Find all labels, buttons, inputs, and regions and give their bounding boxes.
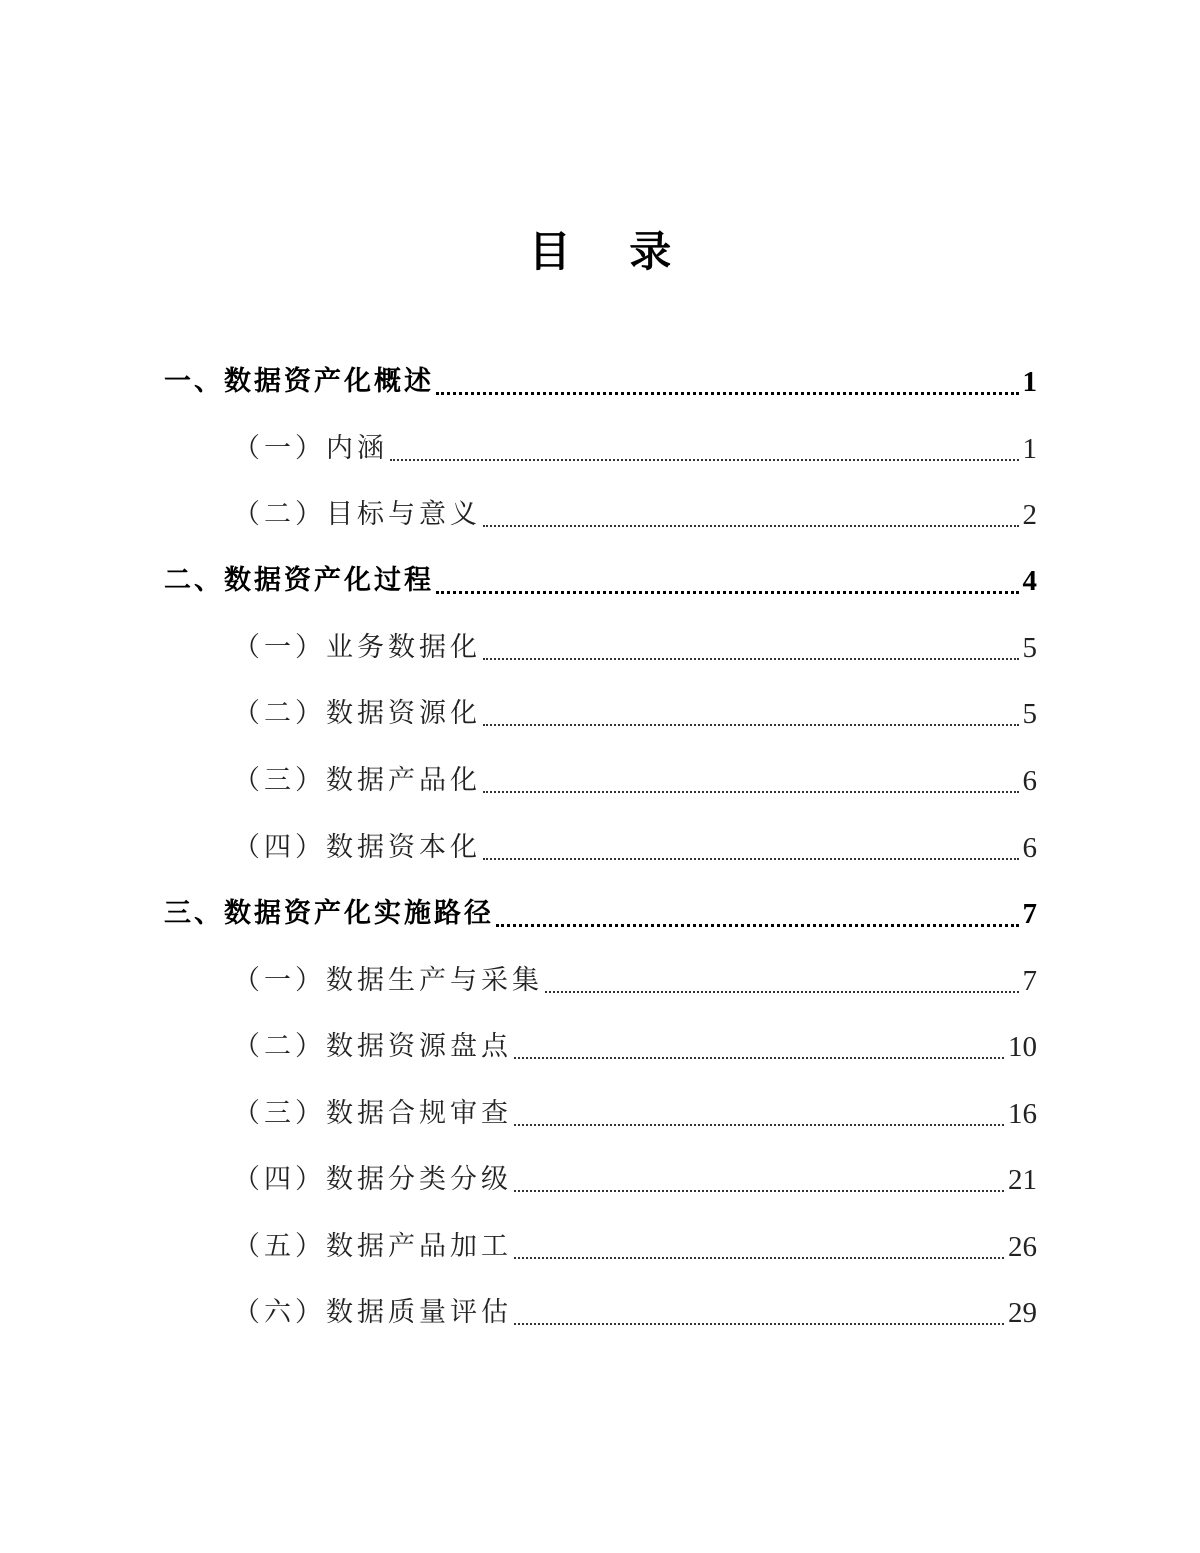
- toc-entry-page: 1: [1022, 433, 1037, 465]
- toc-entry-label: （三）数据合规审查: [233, 1098, 512, 1129]
- toc-entry-page: 26: [1008, 1231, 1037, 1263]
- toc-entry-page: 2: [1022, 499, 1037, 531]
- toc-entry-page: 5: [1022, 698, 1037, 730]
- toc-entry-page: 7: [1022, 965, 1037, 997]
- toc-entry-2-1[interactable]: [233, 626, 1037, 670]
- toc-entry-page: 4: [1022, 565, 1037, 597]
- toc-entry-2-3[interactable]: [233, 759, 1037, 803]
- toc-entry-label: （一）数据生产与采集: [233, 965, 543, 996]
- toc-entry-page: 1: [1022, 366, 1037, 398]
- toc-entry-label: 一、数据资产化概述: [164, 366, 434, 397]
- dot-leader: [436, 392, 1019, 395]
- toc-entry-2-4[interactable]: [233, 826, 1037, 870]
- toc-entry-1-2[interactable]: [233, 493, 1037, 537]
- dot-leader: [514, 1257, 1004, 1259]
- toc-entry-label: （二）数据资源盘点: [233, 1031, 512, 1062]
- toc-entry-label: （四）数据资本化: [233, 832, 481, 863]
- toc-entry-section-3[interactable]: [164, 892, 1037, 936]
- toc-entry-section-2[interactable]: [164, 559, 1037, 603]
- toc-entry-label: （三）数据产品化: [233, 765, 481, 796]
- toc-entry-label: （五）数据产品加工: [233, 1231, 512, 1262]
- toc-entry-page: 6: [1022, 765, 1037, 797]
- toc-entry-label: 二、数据资产化过程: [164, 565, 434, 596]
- toc-entry-label: 三、数据资产化实施路径: [164, 898, 494, 929]
- toc-entry-label: （二）目标与意义: [233, 499, 481, 530]
- toc-entry-page: 5: [1022, 632, 1037, 664]
- page-title: 目 录: [528, 227, 694, 276]
- dot-leader: [483, 658, 1019, 660]
- toc-entry-1-1[interactable]: [233, 427, 1037, 471]
- toc-entry-label: （二）数据资源化: [233, 698, 481, 729]
- dot-leader: [545, 991, 1019, 993]
- toc-entry-3-4[interactable]: [233, 1158, 1037, 1202]
- toc-entry-3-5[interactable]: [233, 1225, 1037, 1269]
- toc-entry-label: （一）内涵: [233, 433, 388, 464]
- toc-entry-page: 10: [1008, 1031, 1037, 1063]
- toc-entry-label: （六）数据质量评估: [233, 1297, 512, 1328]
- dot-leader: [483, 858, 1019, 860]
- toc-entry-page: 21: [1008, 1164, 1037, 1196]
- toc-entry-page: 29: [1008, 1297, 1037, 1329]
- dot-leader: [436, 591, 1019, 594]
- dot-leader: [514, 1323, 1004, 1325]
- dot-leader: [496, 924, 1019, 927]
- toc-entry-3-1[interactable]: [233, 959, 1037, 1003]
- dot-leader: [390, 459, 1019, 461]
- dot-leader: [514, 1190, 1004, 1192]
- dot-leader: [514, 1124, 1004, 1126]
- toc-entry-section-1[interactable]: [164, 360, 1037, 404]
- dot-leader: [483, 791, 1019, 793]
- toc-entry-page: 6: [1022, 832, 1037, 864]
- dot-leader: [514, 1057, 1004, 1059]
- toc-entry-label: （四）数据分类分级: [233, 1164, 512, 1195]
- toc-entry-label: （一）业务数据化: [233, 632, 481, 663]
- toc-entry-page: 7: [1022, 898, 1037, 930]
- toc-entry-3-2[interactable]: [233, 1025, 1037, 1069]
- toc-entry-page: 16: [1008, 1098, 1037, 1130]
- toc-entry-3-3[interactable]: [233, 1092, 1037, 1136]
- dot-leader: [483, 525, 1019, 527]
- dot-leader: [483, 724, 1019, 726]
- toc-entry-3-6[interactable]: [233, 1291, 1037, 1335]
- toc-entry-2-2[interactable]: [233, 692, 1037, 736]
